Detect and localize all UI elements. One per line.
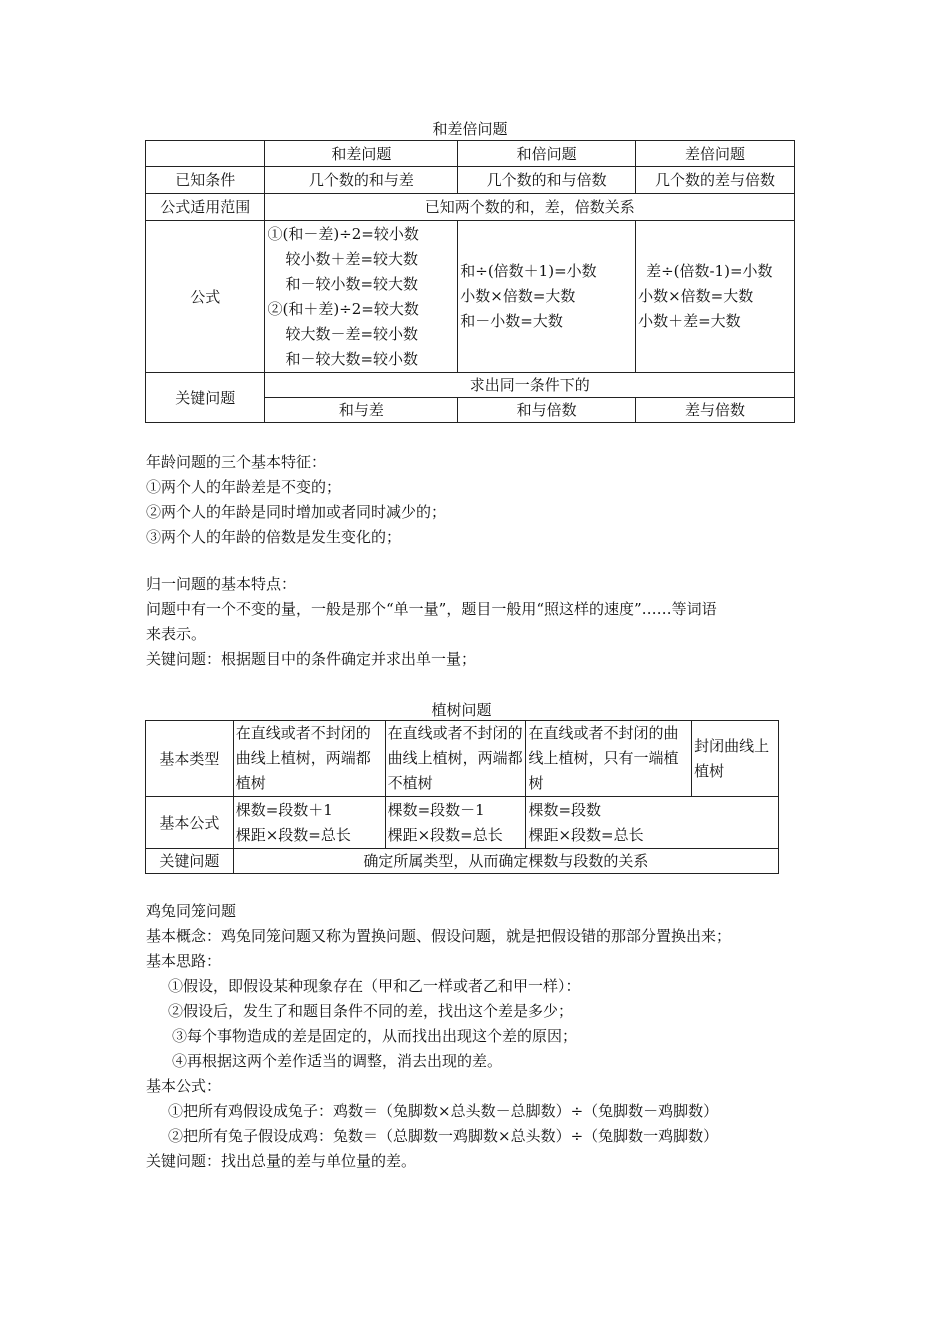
table-cell: 和与倍数 <box>458 398 636 423</box>
hecha-table <box>145 140 795 423</box>
formula-cell <box>265 221 458 373</box>
paragraph-line: 问题中有一个不变的量，一般是那个“单一量”，题目一般用“照这样的速度”……等词语 <box>146 600 717 618</box>
table-row <box>146 797 779 849</box>
table-cell: 确定所属类型，从而确定棵数与段数的关系 <box>233 849 778 874</box>
zhishu-table <box>145 720 779 874</box>
formula-line: 小数×倍数=大数 <box>460 287 576 305</box>
row-label: 关键问题 <box>146 849 234 874</box>
formula-line: 棵距×段数=总长 <box>387 825 503 844</box>
list-item: ③每个事物造成的差是固定的，从而找出出现这个差的原因； <box>172 1027 578 1045</box>
guiyi-section <box>146 572 816 672</box>
paragraph-line: 基本概念：鸡兔同笼问题又称为置换问题、假设问题，就是把假设错的那部分置换出来； <box>146 927 732 945</box>
list-item: ④再根据这两个差作适当的调整，消去出现的差。 <box>172 1052 503 1070</box>
table-header-cell: 和差问题 <box>265 141 458 167</box>
formula-line: 和－较小数=较大数 <box>285 274 419 293</box>
table-row <box>146 373 795 398</box>
section-heading: 归一问题的基本特点： <box>146 575 297 593</box>
formula-line: 棵距×段数=总长 <box>528 825 644 844</box>
section-heading: 基本思路： <box>146 952 222 970</box>
table-row <box>146 141 795 167</box>
formula-line: 棵数=段数＋1 <box>235 800 333 819</box>
row-label: 公式 <box>146 221 265 373</box>
formula-line: ①把所有鸡假设成兔子：鸡数＝（兔脚数×总头数－总脚数）÷（兔脚数－鸡脚数） <box>168 1102 719 1120</box>
row-label: 公式适用范围 <box>146 194 265 221</box>
formula-line: 棵数=段数－1 <box>387 800 485 819</box>
paragraph-line: 关键问题：根据题目中的条件确定并求出单一量； <box>146 650 477 668</box>
formula-cell <box>526 797 779 849</box>
table-cell: 在直线或者不封闭的曲线上植树，两端都不植树 <box>385 721 526 797</box>
table-row <box>146 167 795 194</box>
formula-line: ②把所有兔子假设成鸡：兔数＝（总脚数一鸡脚数×总头数）÷（兔脚数一鸡脚数） <box>168 1127 719 1145</box>
formula-line: 棵数=段数 <box>528 800 602 819</box>
table-cell: 封闭曲线上植树 <box>692 721 779 797</box>
section-heading: 鸡兔同笼问题 <box>146 902 237 920</box>
formula-line: ②(和＋差)÷2=较大数 <box>267 299 419 318</box>
formula-cell <box>458 221 636 373</box>
section-heading: 基本公式： <box>146 1077 222 1095</box>
table-row <box>146 721 779 797</box>
table-cell: 几个数的和与差 <box>265 167 458 194</box>
table-header-cell: 差倍问题 <box>636 141 795 167</box>
formula-line: 小数×倍数=大数 <box>638 287 754 305</box>
table-cell: 几个数的差与倍数 <box>636 167 795 194</box>
formula-line: 较大数－差=较小数 <box>285 324 419 343</box>
formula-cell <box>636 221 795 373</box>
table-row <box>146 849 779 874</box>
table-cell: 在直线或者不封闭的曲线上植树，只有一端植树 <box>526 721 692 797</box>
section-heading: 年龄问题的三个基本特征： <box>146 453 327 471</box>
row-label: 已知条件 <box>146 167 265 194</box>
table-header-cell: 和倍问题 <box>458 141 636 167</box>
list-item: ②两个人的年龄是同时增加或者同时减少的； <box>146 503 447 521</box>
row-label: 基本公式 <box>146 797 234 849</box>
table-cell: 已知两个数的和，差，倍数关系 <box>265 194 795 221</box>
formula-line: ①(和－差)÷2=较小数 <box>267 224 419 243</box>
formula-line: 棵距×段数=总长 <box>235 825 351 844</box>
table-row <box>146 221 795 373</box>
table-header-cell <box>146 141 265 167</box>
zhishu-table-title: 植树问题 <box>431 701 492 719</box>
table-cell: 差与倍数 <box>636 398 795 423</box>
list-item: ①两个人的年龄差是不变的； <box>146 478 342 496</box>
table-cell: 几个数的和与倍数 <box>458 167 636 194</box>
paragraph-line: 关键问题：找出总量的差与单位量的差。 <box>146 1152 417 1170</box>
table-row <box>146 194 795 221</box>
paragraph-line: 来表示。 <box>146 625 207 643</box>
jitu-section <box>146 899 826 1174</box>
table-cell: 求出同一条件下的 <box>265 373 795 398</box>
table-cell: 在直线或者不封闭的曲线上植树，两端都植树 <box>233 721 385 797</box>
row-label: 关键问题 <box>146 373 265 423</box>
list-item: ①假设，即假设某种现象存在（甲和乙一样或者乙和甲一样）： <box>168 977 581 995</box>
age-section <box>146 450 816 550</box>
formula-line: 较小数＋差=较大数 <box>285 249 419 268</box>
row-label: 基本类型 <box>146 721 234 797</box>
formula-line: 和－较大数=较小数 <box>285 349 419 368</box>
hecha-table-title: 和差倍问题 <box>432 120 508 138</box>
formula-line: 和÷(倍数＋1)=小数 <box>460 262 597 280</box>
formula-line: 和－小数=大数 <box>460 312 563 330</box>
list-item: ②假设后，发生了和题目条件不同的差，找出这个差是多少； <box>168 1002 574 1020</box>
formula-cell <box>385 797 526 849</box>
formula-cell <box>233 797 385 849</box>
list-item: ③两个人的年龄的倍数是发生变化的； <box>146 528 402 546</box>
formula-line: 差÷(倍数-1)=小数 <box>646 262 773 280</box>
table-cell: 和与差 <box>265 398 458 423</box>
formula-line: 小数＋差=大数 <box>638 312 741 330</box>
